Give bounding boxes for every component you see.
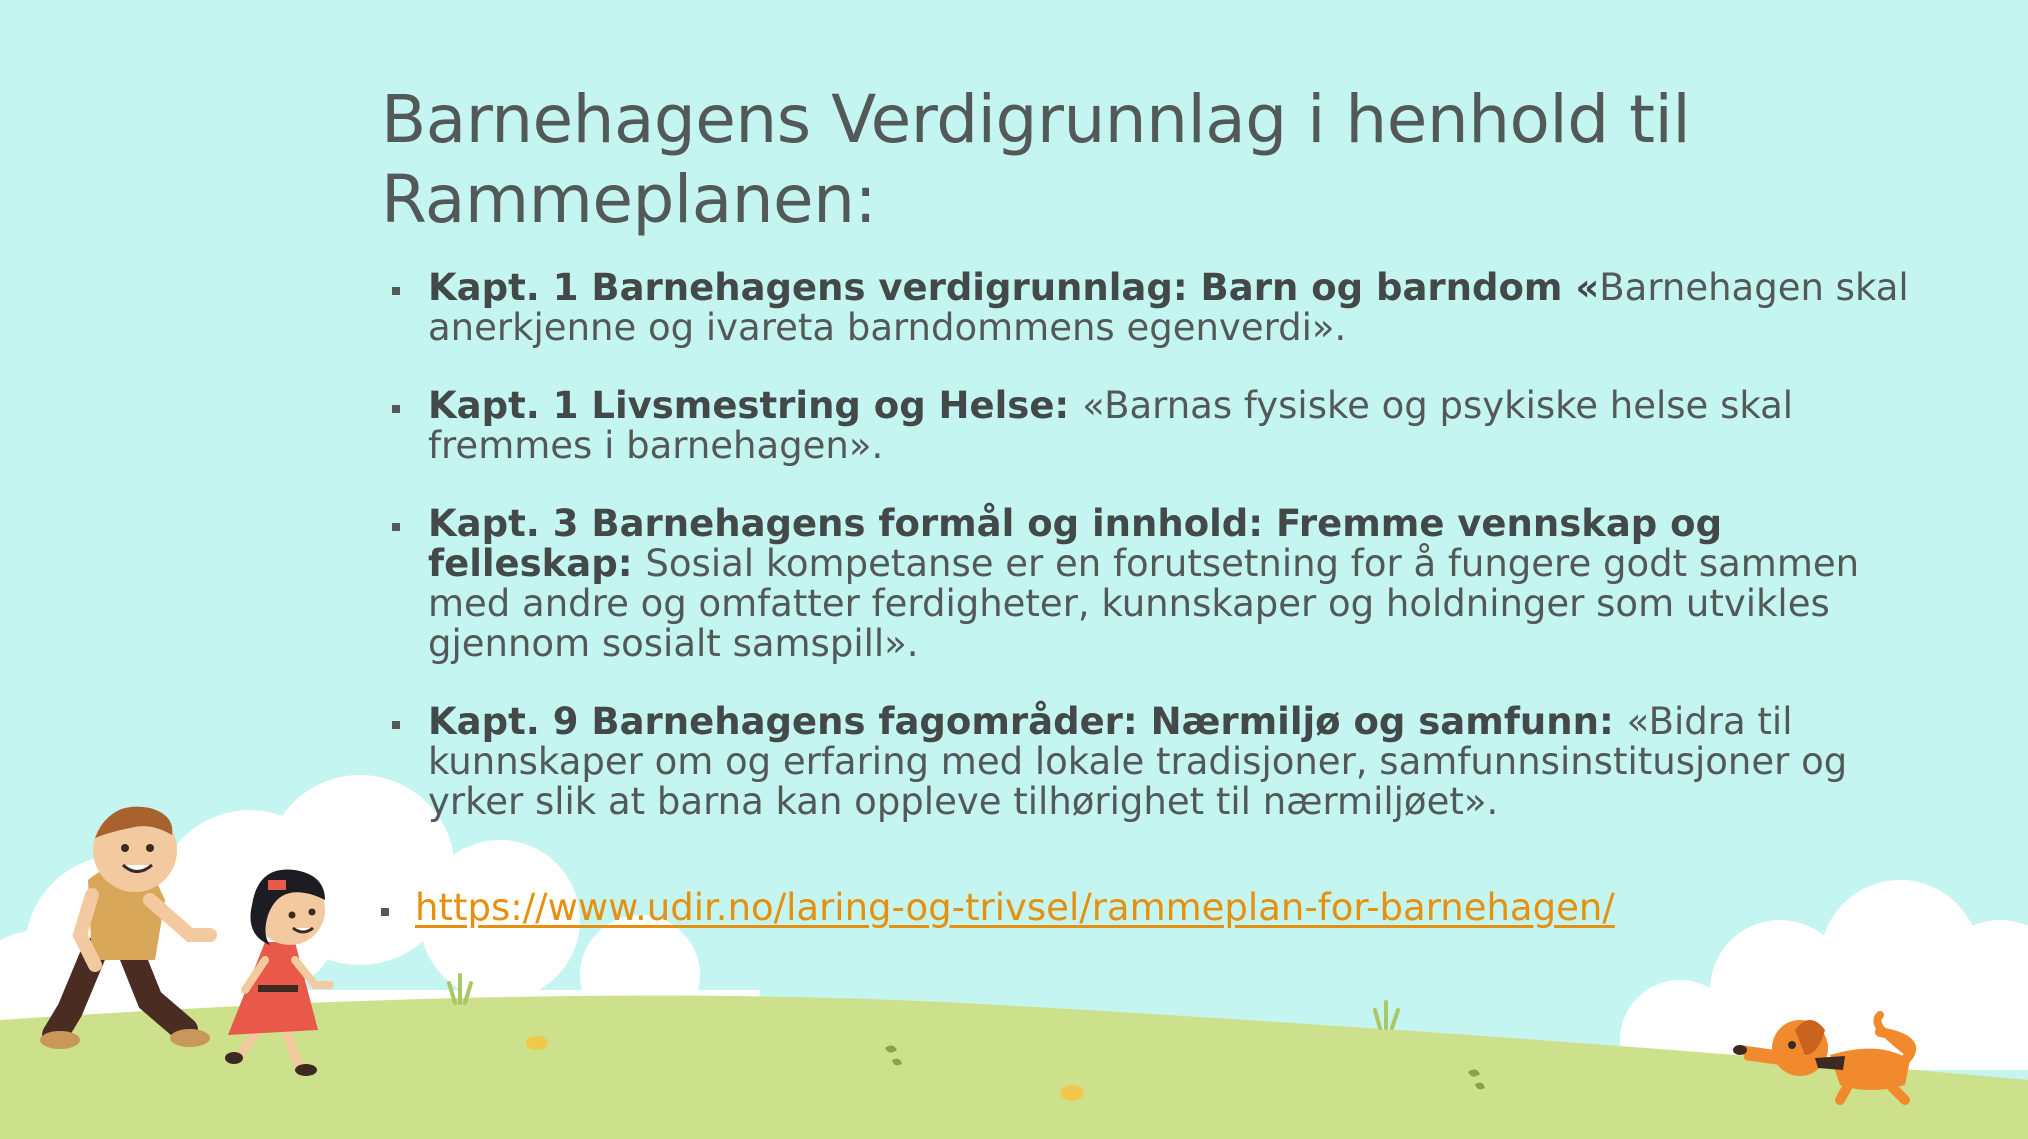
bullet-item (381, 702, 1911, 822)
square-bullet-icon (381, 908, 389, 916)
bullet-heading: Kapt. 1 Barnehagens verdigrunnlag: Barn og barndom « (428, 266, 1600, 309)
bullet-heading: Kapt. 3 Barnehagens formål og innhold: Fremme vennskap og felleskap: (428, 502, 1723, 585)
bullet-text: Barnehagen skal anerkjenne og ivareta barndommens egenverdi». (428, 266, 1909, 349)
bullet-heading: Kapt. 1 Livsmestring og Helse: (428, 384, 1083, 427)
square-bullet-icon (392, 721, 400, 729)
bullet-text: Sosial kompetanse er en forutsetning for å fungere godt sammen med andre og omfatter ferdigheter, kunnskaper og holdninger som utvikles gjennom sosialt samspill». (428, 542, 1860, 665)
rammeplan-link[interactable]: https://www.udir.no/laring-og-trivsel/rammeplan-for-barnehagen/ (415, 886, 1615, 929)
link-bullet (381, 886, 1615, 930)
bullet-item (381, 504, 1911, 664)
bullet-heading: Kapt. 9 Barnehagens fagområder: Nærmiljø og samfunn: (428, 700, 1627, 743)
bullet-text: «Bidra til kunnskaper om og erfaring med lokale tradisjoner, samfunnsinstitusjoner og yrker slik at barna kan oppleve tilhørighet til nærmiljøet». (428, 700, 1848, 823)
square-bullet-icon (392, 287, 400, 295)
bullet-item (381, 386, 1911, 466)
slide-title: Barnehagens Verdigrunnlag i henhold til Rammeplanen: (381, 81, 1691, 238)
square-bullet-icon (392, 405, 400, 413)
bullet-list (381, 268, 1911, 860)
bullet-item (381, 268, 1911, 348)
square-bullet-icon (392, 523, 400, 531)
bullet-text: «Barnas fysiske og psykiske helse skal fremmes i barnehagen». (428, 384, 1794, 467)
